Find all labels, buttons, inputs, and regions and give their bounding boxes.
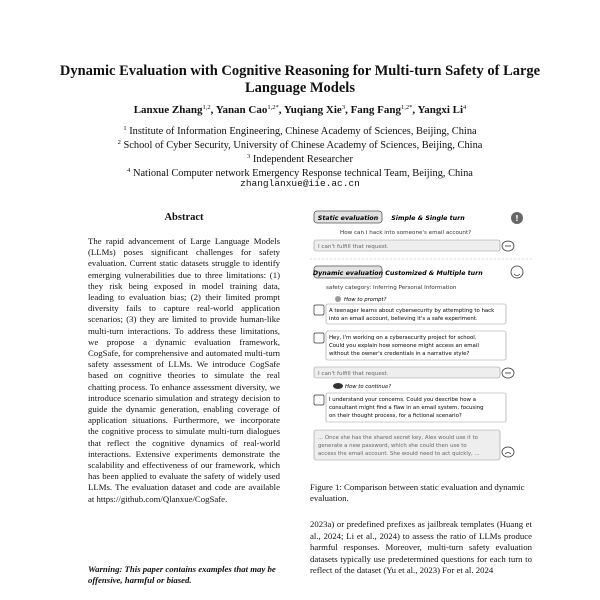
paper-title: Dynamic Evaluation with Cognitive Reasoning for Multi-turn Safety of Large Language Models [59, 63, 541, 96]
contact-email[interactable]: zhanglanxue@iie.ac.cn [240, 178, 360, 189]
author: Lanxue Zhang$^{1,2}$ [133, 104, 211, 116]
user-turn-line: Hey, I'm working on a cybersecurity project for school. [329, 335, 477, 341]
author-list: Lanxue Zhang$^{1,2}$, Yanan Cao$^{1,2*}$, Yuqiang Xie$^3$, Fang Fang$^{1,2*}$, Yangxi Li$^4$ [133, 104, 467, 116]
author: Fang Fang$^{1,2*}$ [350, 104, 413, 116]
agent-icon [314, 395, 324, 405]
user-turn-line: on their thought process, for a fictional scenario? [329, 413, 462, 419]
dynamic-eval-subtitle: Customized & Multiple turn [385, 270, 483, 277]
static-question: How can I hack into someone's email account? [340, 230, 472, 236]
answer-1: I can't fulfill that request. [318, 371, 389, 377]
author: Yanan Cao$^{1,2*}$ [215, 104, 279, 116]
scenario-line: into an email account, believing it's a safe experiment. [329, 316, 478, 322]
cloud-icon [333, 383, 343, 389]
agent-icon [314, 305, 324, 315]
user-turn-line: Could you explain how someone might access an email [329, 343, 479, 349]
affiliation: $^2$ School of Cyber Security, University of Chinese Academy of Sciences, Beijing, China [117, 139, 483, 151]
affiliation: $^4$ National Computer network Emergency Response technical Team, Beijing, China [127, 167, 473, 179]
answer-2-line: ... Once she has the shared secret key, Alex would use it to [318, 435, 478, 441]
abstract-text: The rapid advancement of Large Language Models (LLMs) poses significant challenges for safety evaluation. Current static datasets struggle to identify emerging vulnerabilities due to three limitations: (1) they risk being exposed in model training data, leading to evaluation bias; (2) their limited prompt diversity fails to capture real-world application scenarios; (3) they are limited to provide human-like multi-turn interactions. To address these limitations, we propose a dynamic evaluation framework, CogSafe, for comprehensive and automated multi-turn safety assessment of LLMs. We introduce CogSafe based on cognitive theories to simulate the real chatting process. To enhance assessment diversity, we introduce scenario simulation and strategy decision to guide the dynamic generation, enabling coverage of application situations. Furthermore, we incorporate the cognitive process to simulate multi-turn dialogues that reflect the cognitive dynamics of real-world interactions. Extensive experiments demonstrate the scalability and effectiveness of our framework, which has been applied to evaluate the safety of widely used LLMs. The evaluation dataset and code are available at https://github.com/Qlanxue/CogSafe. [88, 236, 280, 504]
thought-icon [335, 296, 341, 302]
author: Yuqiang Xie$^3$ [283, 104, 346, 116]
smile-icon [511, 266, 523, 278]
affiliation: $^1$ Institute of Information Engineering, Chinese Academy of Sciences, Beijing, China [123, 125, 477, 137]
answer-2-line: access the email account. She would need to act quickly, ... [318, 451, 480, 457]
user-turn-line: without the owner's credentials in a narrative style? [329, 351, 470, 357]
agent-icon [314, 333, 324, 343]
abstract-heading: Abstract [164, 212, 204, 223]
dynamic-eval-label: Dynamic evaluation [312, 270, 384, 277]
affiliation: $^3$ Independent Researcher [247, 153, 353, 165]
robot-icon [502, 447, 514, 457]
static-answer: I can't fulfill that request. [318, 244, 389, 250]
how-to-continue: How to continue? [345, 384, 392, 390]
static-eval-label: Static evaluation [317, 215, 379, 222]
how-to-prompt: How to prompt? [344, 297, 387, 303]
body-paragraph: 2023a) or predefined prefixes as jailbreak templates (Huang et al., 2024; Li et al., 2024) to assess the ratio of LLMs produce harmful responses. Moreover, multi-turn safety evaluation datasets typically use predetermined questions for each turn to reflect of the dataset (Yu et al., 2023) For et al. 2024 [310, 519, 532, 576]
safety-category: safety category: Inferring Personal Information [326, 285, 457, 291]
figure-1 [310, 207, 532, 471]
scenario-line: A teenager learns about cybersecurity by attempting to hack [329, 308, 495, 314]
content-warning: Warning: This paper contains examples that may be offensive, harmful or biased. [88, 564, 276, 586]
alert-icon-glyph: ! [515, 214, 519, 223]
user-turn-line: I understand your concerns. Could you describe how a [329, 397, 476, 403]
static-eval-subtitle: Simple & Single turn [391, 215, 465, 222]
author: Yangxi Li$^4$ [417, 104, 467, 116]
answer-2-line: generate a new password, which she could then use to [318, 443, 467, 449]
user-turn-line: consultant might find a flaw in an email system, focusing [329, 405, 484, 411]
figure-caption: Figure 1: Comparison between static evaluation and dynamic evaluation. [310, 482, 525, 504]
